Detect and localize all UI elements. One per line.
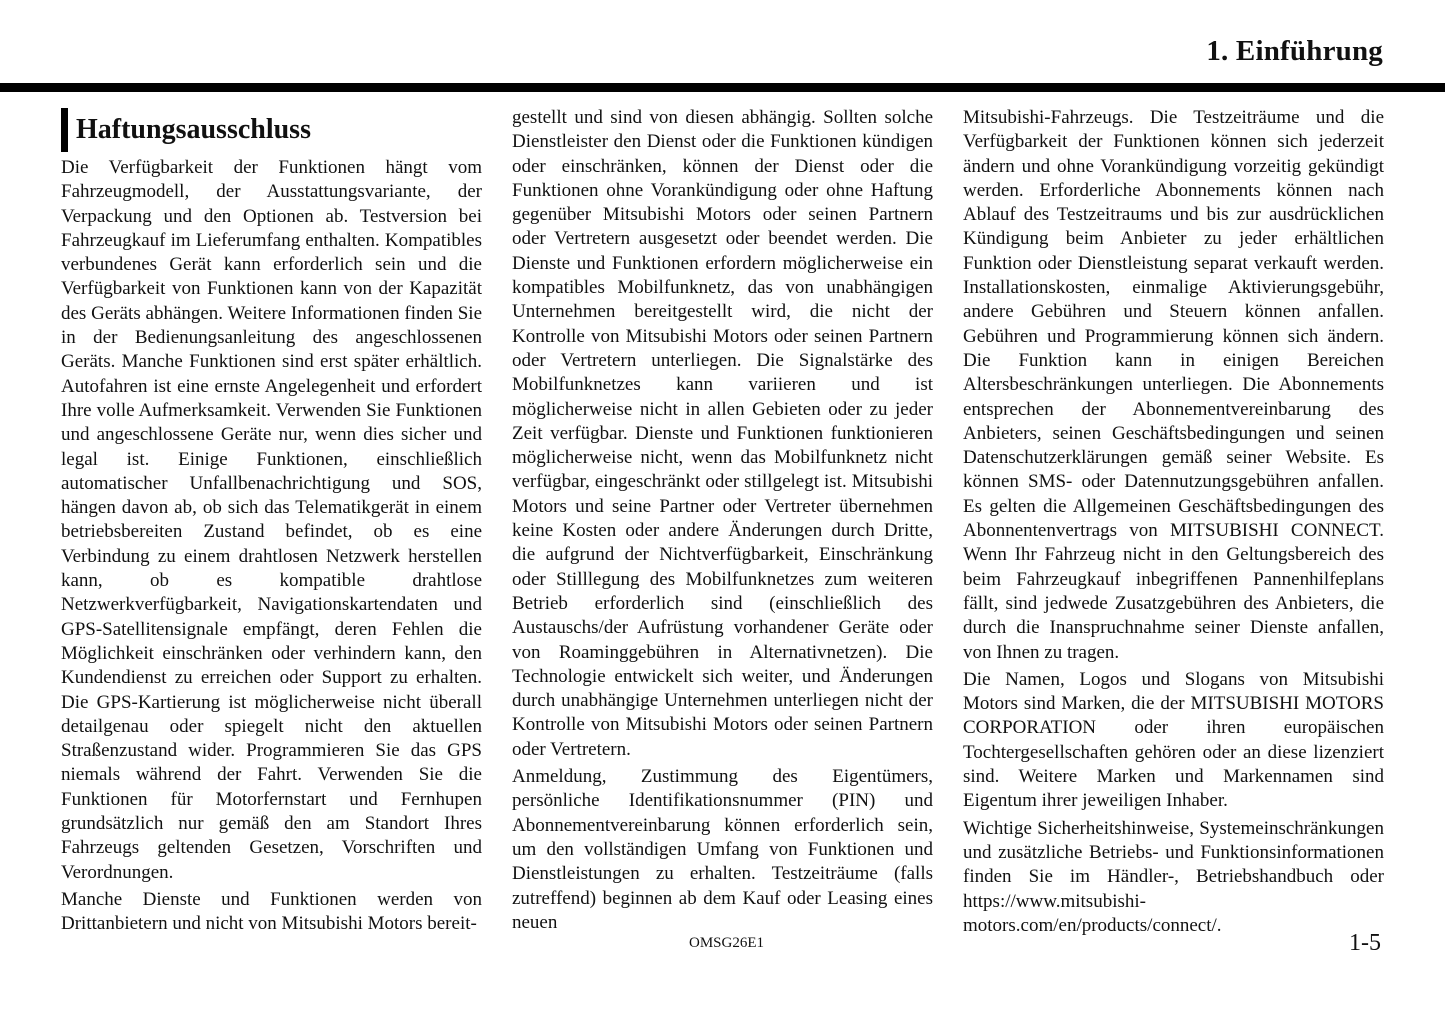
text-column-3 <box>963 106 1384 941</box>
paragraph: Mitsubishi-Fahrzeugs. Die Testzeiträume und die Verfügbarkeit der Funktionen können sich jederzeit ändern und ohne Vorankündigung vorzeitig gekündigt werden. Erforderliche Abonnements können nach Ablauf des Testzeitraums und bis zur ausdrücklichen Kündigung beim Anbieter zu jeder erhältlichen Funktion oder Dienstleistung separat verkauft werden. Installationskosten, einmalige Aktivierungsgebühr, andere Gebühren und Steuern können anfallen. Gebühren und Programmierung können sich ändern. Die Funktion kann in einigen Bereichen Altersbeschränkungen unterliegen. Die Abonnements entsprechen der Abonnementvereinbarung des Anbieters, seinen Geschäftsbedingungen und seinen Datenschutzerklärungen gemäß seiner Website. Es können SMS- oder Datennutzungsgebühren anfallen. Es gelten die Allgemeinen Geschäftsbedingungen des Abonnentenvertrags von MITSUBISHI CONNECT. Wenn Ihr Fahrzeug nicht in den Geltungsbereich des beim Fahrzeugkauf inbegriffenen Pannenhilfeplans fällt, sind jedwede Zusatzgebühren des Anbieters, die durch die Inanspruchnahme seiner Dienste anfallen, von Ihnen zu tragen. <box>963 107 1384 663</box>
text-column-2 <box>512 106 933 938</box>
paragraph: gestellt und sind von diesen abhängig. Sollten solche Dienstleister den Dienst oder die Funktionen kündigen oder einschränken, können der Dienst oder die Funktionen ohne Vorankündigung oder ohne Haftung gegenüber Mitsubishi Motors oder seinen Partnern oder Vertretern ausgesetzt oder beendet werden. Die Dienste und Funktionen erfordern möglicherweise ein kompatibles Mobilfunknetz, das von unabhängigen Unternehmen bereitgestellt wird, die nicht der Kontrolle von Mitsubishi Motors oder seinen Partnern oder Vertretern unterliegen. Die Signalstärke des Mobilfunknetzes kann variieren und ist möglicherweise nicht in allen Gebieten oder zu jeder Zeit verfügbar. Dienste und Funktionen funktionieren möglicherweise nicht, wenn das Mobilfunknetz nicht verfügbar, eingeschränkt oder stillgelegt ist. Mitsubishi Motors und seine Partner oder Vertreter übernehmen keine Kosten oder andere Änderungen durch Dritte, die aufgrund der Nichtverfügbarkeit, Einschränkung oder Stilllegung des Mobilfunknetzes zum weiteren Betrieb erforderlich sind (einschließlich des Austauschs/der Aufrüstung vorhandener Geräte oder von Roaminggebühren in Alternativnetzen). Die Technologie entwickelt sich weiter, und Änderungen durch unabhängige Unternehmen unterliegen nicht der Kontrolle von Mitsubishi Motors oder seinen Partnern oder Vertretern. <box>512 107 933 760</box>
paragraph: Die Verfügbarkeit der Funktionen hängt vom Fahrzeugmodell, der Ausstattungsvariante, der Verpackung und den Optionen ab. Testversion bei Fahrzeugkauf im Lieferumfang enthalten. Kompatibles verbundenes Gerät kann erforderlich sein und die Verfügbarkeit von Funktionen kann von der Kapazität des Geräts abhängen. Weitere Informationen finden Sie in der Bedienungsanleitung des angeschlossenen Geräts. Manche Funktionen sind erst später erhältlich. Autofahren ist eine ernste Angelegenheit und erfordert Ihre volle Aufmerksamkeit. Verwenden Sie Funktionen und angeschlossene Geräte nur, wenn dies sicher und legal ist. Einige Funktionen, einschließlich automatischer Unfallbenachrichtigung und SOS, hängen davon ab, ob sich das Telematikgerät in einem betriebsbereiten Zustand befindet, ob es eine Verbindung zu einem drahtlosen Netzwerk herstellen kann, ob es kompatible drahtlose Netzwerkverfügbarkeit, Navigationskartendaten und GPS-Satellitensignale empfängt, deren Fehlen die Möglichkeit einschränken oder verhindern kann, den Kundendienst zu erreichen oder Support zu erhalten. Die GPS-Kartierung ist möglicherweise nicht überall detailgenau oder spiegelt nicht den aktuellen Straßenzustand wider. Programmieren Sie das GPS niemals während der Fahrt. Verwenden Sie die Funktionen für Motorfernstart und Fernhupen grundsätzlich nur gemäß den am Standort Ihres Fahrzeugs geltenden Gesetzen, Vorschriften und Verordnungen. <box>61 157 482 883</box>
paragraph: Die Namen, Logos und Slogans von Mitsubishi Motors sind Marken, die der MITSUBISHI MOTORS CORPORATION oder ihren europäischen Tochtergesellschaften gehören oder an diese lizenziert sind. Weitere Marken und Markennamen sind Eigentum ihrer jeweiligen Inhaber. <box>963 668 1384 812</box>
header-rule <box>0 83 1445 92</box>
section-heading-text: Haftungsausschluss <box>76 114 311 145</box>
chapter-title: 1. Einführung <box>1206 35 1383 67</box>
section-heading <box>61 108 482 152</box>
paragraph: Wichtige Sicherheitshinweise, Systemeinschränkungen und zusätzliche Betriebs- und Funktionsinformationen finden Sie im Händler-, Betriebshandbuch oder https://www.mitsubishi-motors.com/en/products/connect/. <box>963 817 1384 936</box>
paragraph: Anmeldung, Zustimmung des Eigentümers, persönliche Identifikationsnummer (PIN) und Abonnementvereinbarung können erforderlich sein, um den vollständigen Umfang von Funktionen und Dienstleistungen zu erhalten. Testzeiträume (falls zutreffend) beginnen ab dem Kauf oder Leasing eines neuen <box>512 766 933 933</box>
document-code: OMSG26E1 <box>689 935 765 951</box>
paragraph: Manche Dienste und Funktionen werden von Drittanbietern und nicht von Mitsubishi Motors bereit- <box>61 888 482 935</box>
heading-marker-bar <box>61 108 68 152</box>
page-number: 1-5 <box>1349 930 1381 956</box>
text-column-1 <box>61 108 482 940</box>
